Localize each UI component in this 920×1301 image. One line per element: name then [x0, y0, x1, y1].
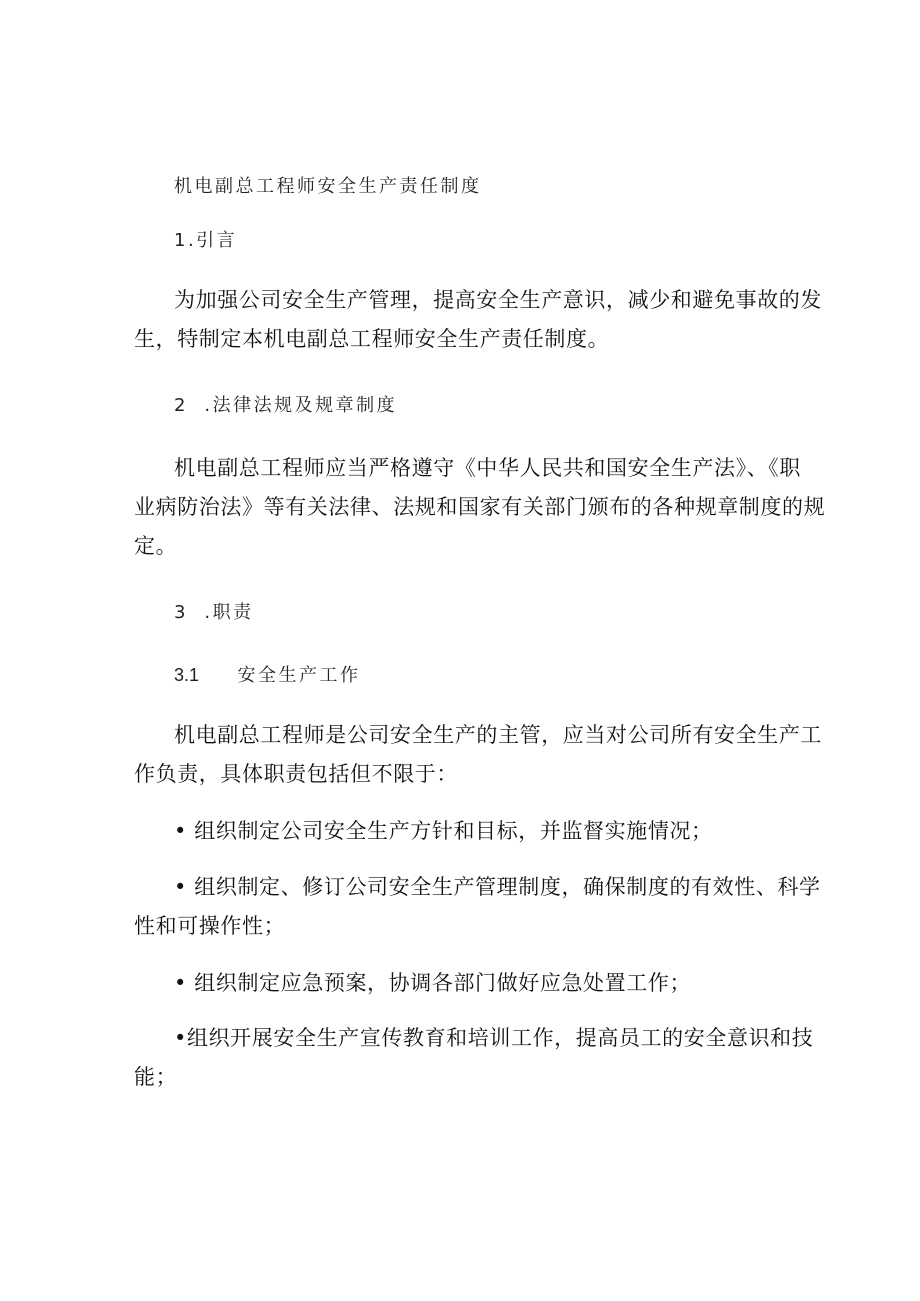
bullet-item-4-line-2: 能； — [134, 1065, 178, 1089]
section-1-paragraph-line-1: 为加强公司安全生产管理，提高安全生产意识，减少和避免事故的发 — [174, 288, 822, 312]
section-3-heading: 3 .职责 — [174, 602, 254, 623]
bullet-item-2-line-2: 性和可操作性； — [134, 914, 286, 938]
section-3-paragraph-line-1: 机电副总工程师是公司安全生产的主管，应当对公司所有安全生产工 — [174, 723, 822, 747]
document-title: 机电副总工程师安全生产责任制度 — [174, 176, 482, 197]
section-2-heading: 2 .法律法规及规章制度 — [174, 395, 398, 416]
section-2-paragraph-line-2: 业病防治法》等有关法律、法规和国家有关部门颁布的各种规章制度的规 — [134, 495, 826, 519]
subsection-3-1-heading — [174, 661, 361, 687]
section-2-paragraph-line-1: 机电副总工程师应当严格遵守《中华人民共和国安全生产法》、《职 — [174, 456, 801, 480]
section-1-heading: 1.引言 — [174, 230, 238, 251]
subsection-3-1-number: 3.1 — [174, 665, 200, 685]
section-3-paragraph-line-2: 作负责，具体职责包括但不限于： — [134, 762, 458, 786]
bullet-item-1: • 组织制定公司安全生产方针和目标，并监督实施情况； — [174, 819, 713, 843]
bullet-item-2-line-1: • 组织制定、修订公司安全生产管理制度，确保制度的有效性、科学 — [174, 875, 821, 899]
bullet-item-3: • 组织制定应急预案，协调各部门做好应急处置工作； — [174, 971, 692, 995]
bullet-item-4-line-1: •组织开展安全生产宣传教育和培训工作，提高员工的安全意识和技 — [174, 1026, 814, 1050]
section-2-paragraph-line-3: 定。 — [134, 534, 178, 558]
subsection-3-1-title: 安全生产工作 — [237, 665, 361, 686]
section-1-paragraph-line-2: 生，特制定本机电副总工程师安全生产责任制度。 — [134, 327, 610, 351]
